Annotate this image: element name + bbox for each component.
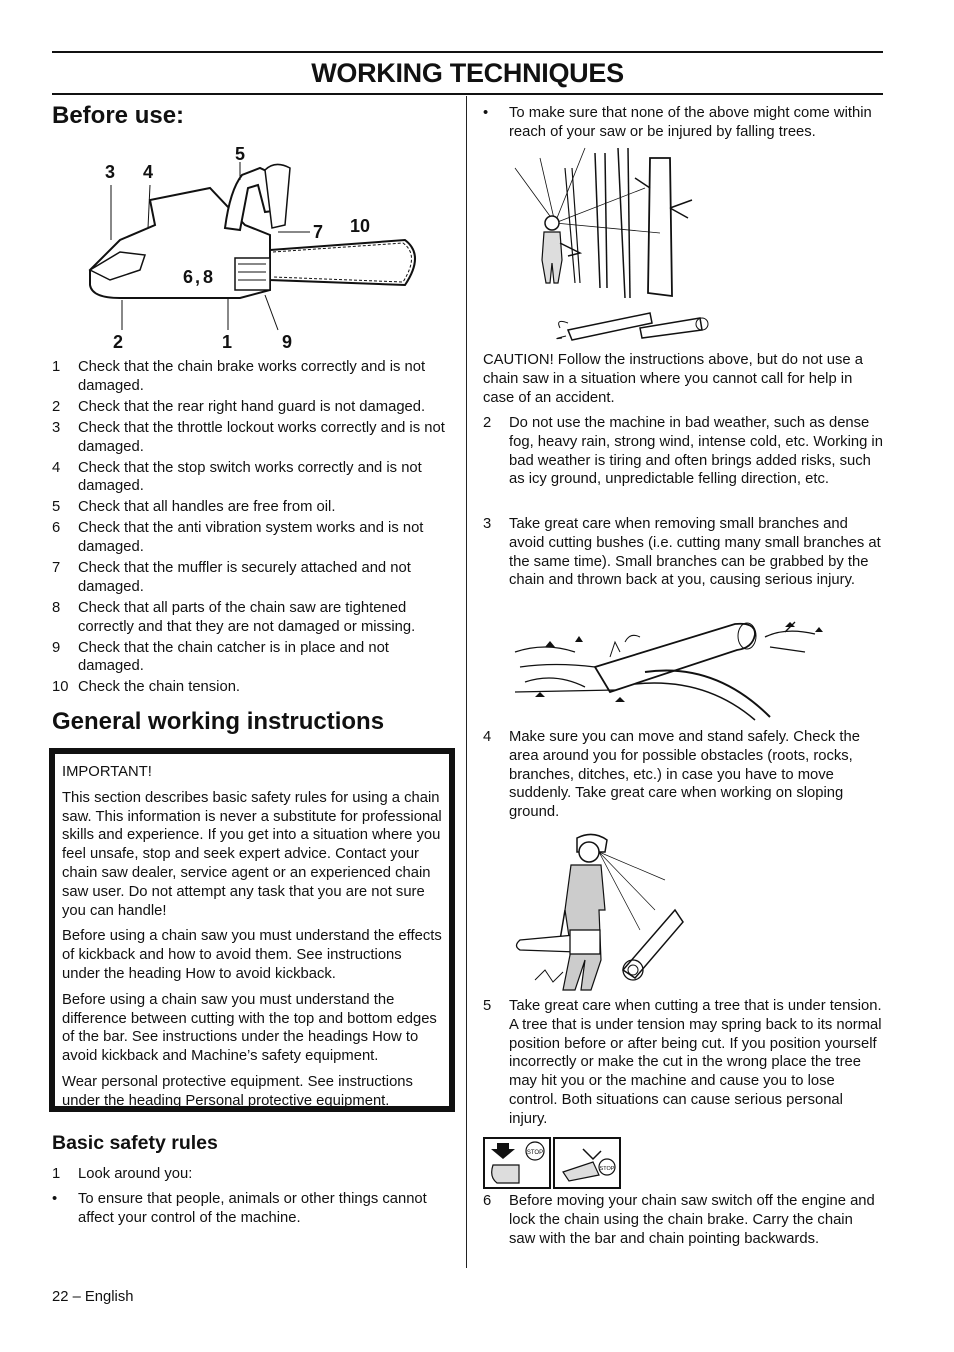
figure-label-2: 2 bbox=[113, 332, 124, 352]
important-paragraph: Wear personal protective equipment. See instructions under the heading Personal protective equipment. bbox=[62, 1073, 413, 1109]
list-item: 6 Before moving your chain saw switch off the engine and lock the chain using the chain brake. Carry the chain saw with the bar and chain pointing backwards. bbox=[483, 1193, 875, 1247]
figure-label-4: 4 bbox=[143, 162, 154, 182]
bullet-item: • To make sure that none of the above might come within reach of your saw or be injured by falling trees. bbox=[483, 105, 872, 140]
important-paragraph: Before using a chain saw you must understand the effects of kickback and how to avoid them. See instructions under the heading How to avoid kickback. bbox=[62, 928, 442, 982]
general-instructions-heading: General working instructions bbox=[52, 708, 385, 735]
figure-label-3: 3 bbox=[105, 162, 116, 182]
worker-body bbox=[563, 865, 605, 990]
header-bottom-rule bbox=[52, 93, 883, 95]
figure-label-1: 1 bbox=[222, 332, 233, 352]
front-hand-guard bbox=[265, 164, 290, 228]
basic-safety-heading: Basic safety rules bbox=[52, 1132, 218, 1154]
list-item: 6 Check that the anti vibration system works and is not damaged. bbox=[52, 520, 424, 556]
page-title: WORKING TECHNIQUES bbox=[311, 58, 624, 88]
caution-text: CAUTION! Follow the instructions above, but do not use a chain saw in a situation where you cannot call for help in case of an accident. bbox=[483, 352, 863, 406]
before-use-checklist bbox=[52, 358, 457, 699]
list-item: 8 Check that all parts of the chain saw are tightened correctly and that they are not damaged or missing. bbox=[52, 599, 416, 635]
list-item: 1 Check that the chain brake works correctly and is not damaged. bbox=[52, 359, 426, 394]
before-use-heading: Before use: bbox=[52, 102, 185, 129]
worker-with-saw-illustration bbox=[515, 830, 685, 992]
list-item: 4 Make sure you can move and stand safely. Check the area around you for possible obstacles (roots, rocks, branches, ditches, etc.) in case you have to move suddenly. Take great care when working on sloping ground. bbox=[483, 729, 860, 821]
header-top-rule bbox=[52, 51, 883, 53]
important-paragraph: This section describes basic safety rules for using a chain saw. This information is never a substitute for professional skills and experience. If you get into a situation where you feel unsafe, stop and seek expert advice. Contact your chain saw dealer, service agent or an experienced chain saw user. Do not attempt any task that you are not sure you can handle! bbox=[62, 789, 442, 919]
list-item: 7 Check that the muffler is securely attached and not damaged. bbox=[52, 560, 411, 595]
important-paragraph: Before using a chain saw you must understand the difference between cutting with the top and bottom edges of the bar. See instructions under the headings How to avoid kickback and Machine’s safety equipment. bbox=[62, 991, 437, 1065]
list-item: 3 Take great care when removing small branches and avoid cutting bushes (i.e. cutting many small branches at the same time). Small branches can be grabbed by the chain and thrown back at you, causing serious injury. bbox=[483, 516, 881, 589]
figure-label-9: 9 bbox=[282, 332, 293, 352]
chain-brake-icons bbox=[483, 1137, 623, 1189]
worker-body bbox=[542, 232, 562, 283]
list-item: 9 Check that the chain catcher is in place and not damaged. bbox=[52, 639, 389, 675]
figure-label-8: 8 bbox=[203, 267, 214, 287]
chain-bar bbox=[270, 240, 415, 285]
figure-label-7: 7 bbox=[313, 222, 324, 242]
list-item: 4 Check that the stop switch works correctly and is not damaged. bbox=[52, 459, 422, 495]
branches-log-illustration bbox=[515, 612, 835, 722]
falling-trees-illustration bbox=[510, 148, 725, 348]
worker-head bbox=[545, 216, 559, 230]
page-footer: 22 – English bbox=[52, 1289, 134, 1305]
list-item: 2 Check that the rear right hand guard is not damaged. bbox=[52, 398, 426, 415]
list-item: 5 Take great care when cutting a tree that is under tension. A tree that is under tension may spring back to its normal position before or after being cut. If you position yourself incorrectly or make the cut in the wrong place the tree may hit you or the machine and cause you to lose control. Both situations can cause serious personal injury. bbox=[483, 998, 882, 1127]
column-divider bbox=[466, 96, 467, 1268]
list-item: 10 Check the chain tension. bbox=[52, 679, 241, 696]
list-item: 3 Check that the throttle lockout works correctly and is not damaged. bbox=[52, 419, 445, 455]
worker-head bbox=[579, 842, 599, 862]
bullet-item: • To ensure that people, animals or other things cannot affect your control of the machine. bbox=[52, 1191, 427, 1226]
chainsaw-parts-figure bbox=[80, 140, 440, 355]
important-notice-box bbox=[49, 748, 455, 1112]
list-item: 5 Check that all handles are free from oil. bbox=[52, 499, 336, 516]
list-item: 1 Look around you: bbox=[52, 1166, 193, 1182]
log bbox=[595, 624, 755, 692]
figure-label-5: 5 bbox=[235, 144, 246, 164]
chainsaw bbox=[517, 935, 578, 952]
figure-label-6: 6 bbox=[183, 267, 194, 287]
svg-text:STOP: STOP bbox=[599, 1166, 615, 1172]
figure-label-10: 10 bbox=[350, 216, 371, 236]
important-label: IMPORTANT! bbox=[62, 764, 152, 780]
svg-text:STOP: STOP bbox=[526, 1150, 544, 1156]
svg-text:,: , bbox=[195, 267, 201, 287]
list-item: 2 Do not use the machine in bad weather, such as dense fog, heavy rain, strong wind, intense cold, etc. Working in bad weather is tiring and often brings added risks, such as icy ground, unpredictable felling direction, etc. bbox=[483, 415, 883, 488]
